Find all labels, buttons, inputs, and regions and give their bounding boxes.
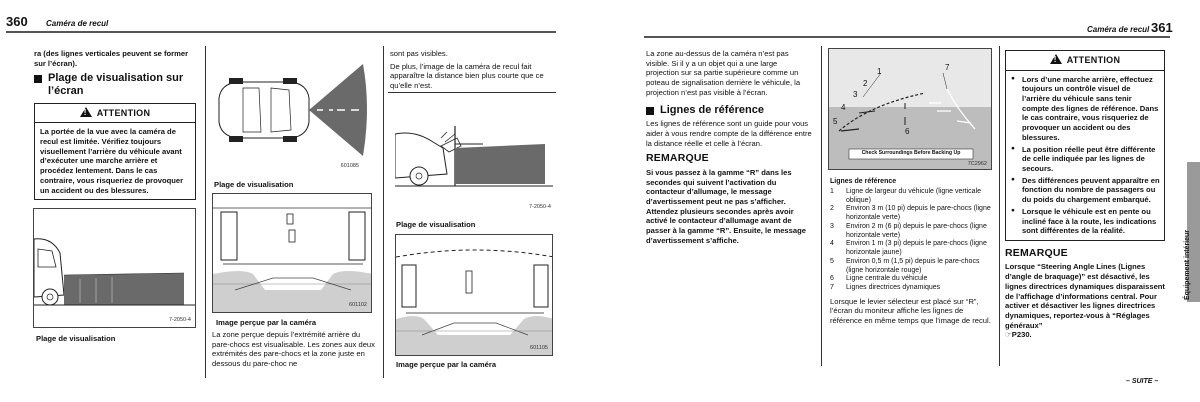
right-page-number: 361 bbox=[1151, 20, 1173, 35]
legend-item: 1 Ligne de largeur du véhicule (ligne verticale oblique) bbox=[830, 187, 982, 204]
attention-title: ATTENTION bbox=[96, 107, 151, 118]
figure-caption: Image perçue par la caméra bbox=[216, 318, 317, 327]
figure-side-view-range bbox=[33, 208, 196, 328]
legend-item: 6 Ligne centrale du véhicule bbox=[830, 275, 928, 283]
attention-box bbox=[34, 103, 196, 201]
legend-item: 4 Environ 1 m (3 pi) depuis le pare-chocs (ligne horizontale jaune) bbox=[830, 240, 987, 256]
figure-code: 601102 bbox=[349, 301, 367, 308]
remark-text: Lorsque “Steering Angle Lines (Lignes d’angle de braquage)” est désactivé, les lignes directrices dynamiques disparaissent de l’affichage d’informations central. Pour activer et désactiver les lignes directrices dynamiques, reportez-vous à “Réglages généraux” bbox=[1005, 262, 1165, 330]
figure-code: 7-2050-4 bbox=[528, 204, 551, 210]
figure-caption: Plage de visualisation bbox=[36, 334, 116, 343]
label-7: 7 bbox=[945, 63, 950, 72]
attention-title: ATTENTION bbox=[1066, 55, 1121, 65]
column-divider bbox=[821, 46, 822, 366]
attention-bullet: ● Lors d’une marche arrière, effectuez toujours un contrôle visuel de l’arrière du véhicule sans tenir compte des lignes de référence. Dans le cas contraire, vous risqueriez de provoquer un accident ou des blessures. bbox=[1010, 75, 1160, 143]
attention-header bbox=[1006, 51, 1164, 71]
legend-item: 2 Environ 3 m (10 pi) depuis le pare-chocs (ligne horizontale verte) bbox=[830, 205, 991, 221]
attention-header bbox=[35, 104, 195, 124]
body-text: La zone perçue depuis l’extrémité arrière du pare-chocs est visualisable. Les zones aux deux extrémités des pare-chocs et la zone juste en dessous du pare-choc ne bbox=[212, 330, 375, 369]
figure-reference-lines bbox=[828, 48, 992, 170]
attention-bullet: ● Lorsque le véhicule est en pente ou incliné face à la route, les indications sont différentes de la réalité. bbox=[1010, 207, 1160, 236]
attention-text: La portée de la vue avec la caméra de recul est limitée. Vérifiez toujours visuellement l’arrière du véhicule avant d’exécuter une marche arrière et procédez lentement. Dans le cas contraire, vous risqueriez de provoquer un accident ou des blessures. bbox=[40, 127, 184, 195]
right-column-3 bbox=[1005, 50, 1165, 343]
legend-item: 3 Environ 2 m (6 pi) depuis le pare-chocs (ligne horizontale verte) bbox=[830, 222, 987, 239]
square-bullet-icon bbox=[34, 75, 42, 83]
column-divider bbox=[999, 46, 1000, 366]
figure-side-view-close bbox=[395, 98, 553, 214]
remark-title: REMARQUE bbox=[646, 152, 709, 165]
section-rule bbox=[388, 92, 556, 93]
page-reference: ☞P230. bbox=[1005, 330, 1032, 340]
figure-caption: Plage de visualisation bbox=[214, 180, 294, 189]
body-text: Les lignes de référence sont un guide pour vous aider à vous rendre compte de la différence entre la distance réelle et celle à l’écran. bbox=[646, 119, 812, 148]
screen-warning-message: Check Surroundings Before Backing Up bbox=[861, 150, 961, 156]
section-title: Lignes de référence bbox=[660, 103, 764, 116]
camera-range-cone bbox=[64, 273, 184, 305]
figure-code: 601085 bbox=[340, 162, 359, 169]
label-2: 2 bbox=[863, 79, 868, 88]
body-text: Lorsque le levier sélecteur est placé sur “R”, l’écran du moniteur affiche les lignes de référence en même temps que l’image de recul. bbox=[830, 296, 991, 325]
section-heading bbox=[34, 72, 196, 97]
figure-caption: Plage de visualisation bbox=[396, 220, 476, 229]
reference-legend bbox=[830, 178, 994, 328]
legend-title: Lignes de référence bbox=[830, 178, 897, 185]
figure-code: 7-2050-4 bbox=[168, 316, 191, 323]
label-1: 1 bbox=[877, 67, 882, 76]
left-running-title: Caméra de recul bbox=[46, 19, 109, 28]
square-bullet-icon bbox=[646, 107, 654, 115]
body-text: sont pas visibles. bbox=[390, 49, 448, 58]
continued-marker: – SUITE – bbox=[1126, 378, 1159, 385]
body-text: De plus, l’image de la caméra de recul fait apparaître la distance bien plus courte que ce qu’elle n’est. bbox=[390, 61, 544, 91]
column-divider bbox=[383, 46, 384, 378]
label-5: 5 bbox=[833, 117, 838, 126]
right-header-rule bbox=[644, 36, 1170, 38]
label-3: 3 bbox=[853, 90, 858, 99]
figure-code: 7C2962 bbox=[967, 160, 987, 167]
left-column-3 bbox=[390, 49, 556, 94]
camera-image-illustration bbox=[213, 194, 372, 313]
camera-range-cone bbox=[455, 144, 545, 184]
section-title: Plage de visualisation sur l’écran bbox=[48, 72, 184, 98]
right-column-1 bbox=[646, 49, 812, 249]
left-column-2-text bbox=[212, 330, 377, 372]
section-heading bbox=[646, 104, 812, 117]
legend-item: 5 Environ 0,5 m (1,5 pi) depuis le pare-chocs (ligne horizontale rouge) bbox=[830, 257, 980, 274]
attention-list bbox=[1010, 75, 1160, 237]
warning-icon bbox=[1050, 54, 1062, 64]
left-header-rule bbox=[6, 31, 556, 33]
camera-image-2-illustration bbox=[396, 235, 553, 356]
legend-item: 7 Lignes directrices dynamiques bbox=[830, 284, 941, 291]
warning-icon bbox=[80, 107, 92, 117]
remark-text: Si vous passez à la gamme “R” dans les secondes qui suivent l’activation du contacteur d’allumage, le message d’avertissement peut ne pas s’afficher. Attendez plusieurs secondes après avoir activé le contacteur d’allumage avant de passer à la gamme “R”. Ensuite, le message d’avertissement s’affiche. bbox=[646, 167, 806, 245]
chapter-tab-label: Équipement intérieur bbox=[1184, 229, 1191, 300]
body-text: La zone au-dessus de la caméra n’est pas visible. Si il y a un objet qui a une large projection sur sa partie supérieure comme un poteau de signalisation derrière le véhicule, la projection n’est pas visible à l’écran. bbox=[646, 49, 801, 97]
intro-text: ra (des lignes verticales peuvent se former sur l’écran). bbox=[34, 49, 189, 68]
left-page-number: 360 bbox=[6, 14, 28, 29]
side-view-close-illustration bbox=[395, 98, 553, 214]
remark-title: REMARQUE bbox=[1005, 247, 1068, 260]
label-6: 6 bbox=[905, 127, 910, 136]
label-4: 4 bbox=[841, 103, 846, 112]
left-column-1 bbox=[34, 49, 196, 200]
attention-bullet: ● Des différences peuvent apparaître en fonction du nombre de passagers ou du poids du chargement embarqué. bbox=[1010, 176, 1160, 205]
column-divider bbox=[205, 46, 206, 378]
figure-top-view-range bbox=[213, 48, 373, 174]
figure-camera-image bbox=[212, 193, 372, 313]
figure-caption: Image perçue par la caméra bbox=[396, 360, 497, 369]
top-view-illustration bbox=[213, 48, 373, 174]
attention-box bbox=[1005, 50, 1165, 241]
attention-body bbox=[1006, 71, 1164, 241]
side-view-illustration bbox=[34, 209, 196, 328]
right-running-title: Caméra de recul bbox=[1087, 25, 1150, 34]
figure-camera-image-2 bbox=[395, 234, 553, 356]
figure-code: 601105 bbox=[530, 344, 548, 351]
attention-bullet: ● La position réelle peut être différente de celle indiquée par les lignes de secours. bbox=[1010, 145, 1160, 174]
